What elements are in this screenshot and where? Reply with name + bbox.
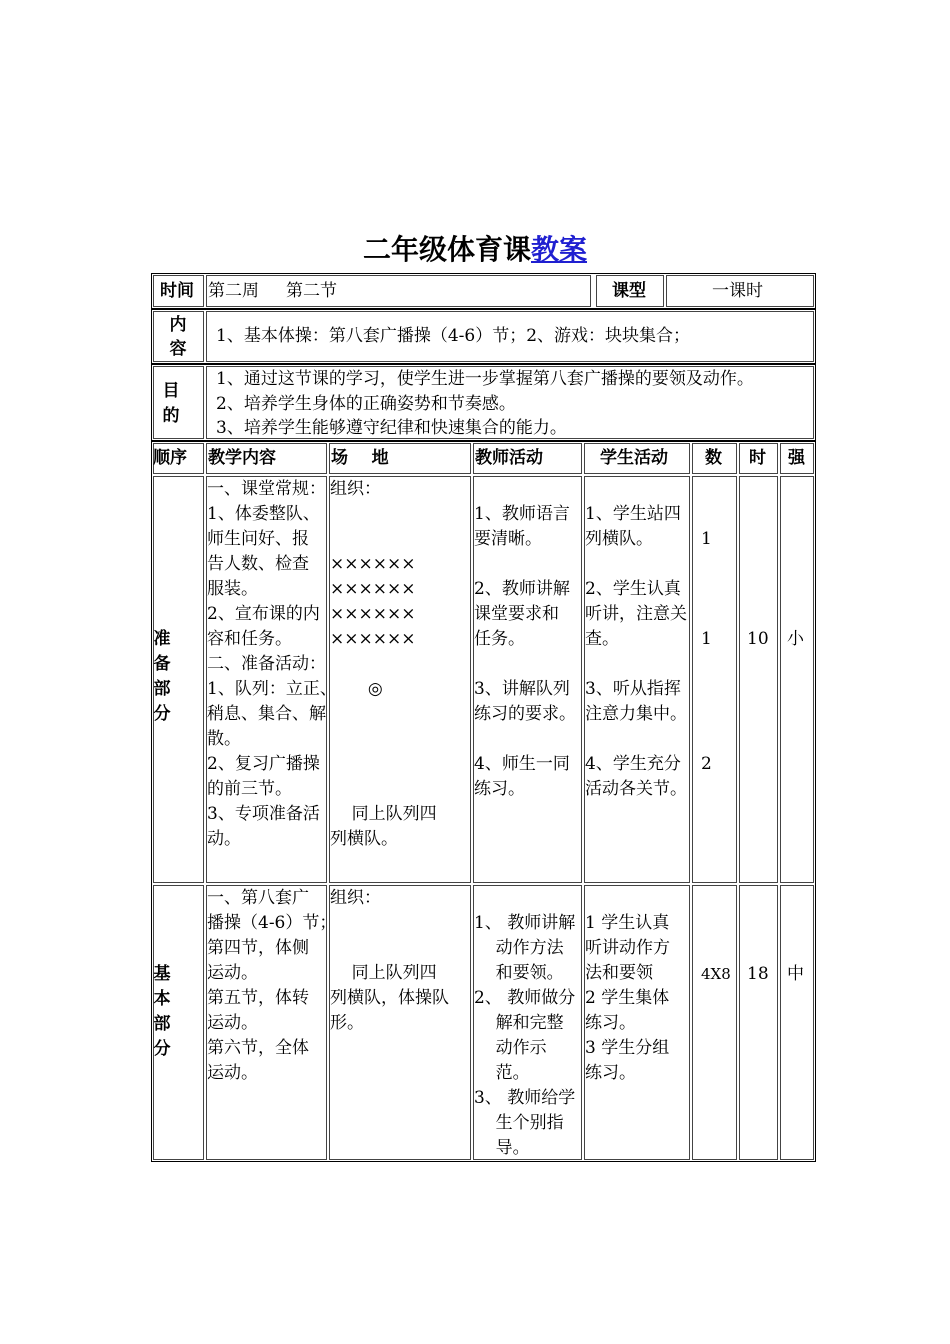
header-intensity: 强 (788, 448, 805, 468)
header-content: 教学内容 (208, 448, 276, 468)
basic-teacher-line: 解和完整 (474, 1013, 564, 1033)
type-label: 课型 (612, 281, 646, 301)
prep-content-line: 二、准备活动： (207, 654, 326, 674)
prep-field-line (330, 777, 470, 802)
prep-content-line: 的前三节。 (207, 779, 292, 799)
basic-count-cell (692, 885, 737, 1160)
basic-time: 18 (747, 964, 769, 984)
prep-field-line: ×××××× (330, 604, 416, 624)
goal-line-2: 2、培养学生身体的正确姿势和节奏感。 (216, 394, 516, 414)
prep-content-line: 告人数、检查 (207, 554, 309, 574)
prep-content-line: 散。 (207, 729, 241, 749)
header-order: 顺序 (153, 448, 187, 468)
basic-student (585, 886, 695, 1086)
prep-field-line: ×××××× (330, 629, 416, 649)
prep-teacher-line: 课堂要求和 (474, 604, 559, 624)
prep-count-line (701, 677, 731, 702)
basic-intensity-cell (780, 885, 814, 1160)
prep-content-line: 动。 (207, 829, 241, 849)
prep-content-line: 稍息、集合、解 (207, 704, 326, 724)
prep-student (585, 477, 695, 802)
basic-field-line: 列横队，体操队 (330, 988, 449, 1008)
goal-line-1: 1、通过这节课的学习，使学生进一步掌握第八套广播操的要领及动作。 (216, 369, 754, 389)
type-value: 一课时 (712, 281, 763, 301)
basic-field-line: 同上队列四 (330, 963, 437, 983)
basic-field-line: 形。 (330, 1013, 364, 1033)
prep-content-line: 师生问好、报 (207, 529, 309, 549)
prep-teacher-line: 练习的要求。 (474, 704, 576, 724)
prep-student-line: 注意力集中。 (585, 704, 687, 724)
prep-teacher-line (474, 727, 584, 752)
prep-field-line: ×××××× (330, 579, 416, 599)
basic-content-line: 第五节，体转 (207, 988, 309, 1008)
prep-teacher-line (474, 477, 584, 502)
title-text: 二年级体育课 (362, 233, 531, 266)
basic-student-line: 听讲动作方 (585, 938, 670, 958)
basic-teacher (474, 886, 584, 1161)
prep-content-line: 3、专项准备活 (207, 804, 320, 824)
prep-count-line (701, 702, 731, 727)
basic-time-cell (739, 885, 778, 1160)
prep-student-line: 4、学生充分 (585, 754, 681, 774)
prep-count (701, 477, 731, 777)
prep-teacher-line (474, 552, 584, 577)
basic-label-1: 基 (153, 964, 171, 984)
prep-field-line (330, 502, 470, 527)
basic-label-3: 部 (153, 1014, 171, 1034)
basic-teacher-line: 动作示 (474, 1038, 547, 1058)
prep-field-line (330, 527, 470, 552)
prep-time: 10 (747, 629, 769, 649)
prep-field-line: 同上队列四 (330, 804, 437, 824)
prep-field-line (330, 702, 470, 727)
prep-student-line: 列横队。 (585, 529, 653, 549)
prep-count-line (701, 502, 731, 527)
prep-content-line: 1、体委整队、 (207, 504, 320, 524)
basic-content-line: 运动。 (207, 1063, 258, 1083)
basic-field-line (330, 911, 470, 936)
prep-teacher-line: 任务。 (474, 629, 525, 649)
prep-field-line: ×××××× (330, 554, 416, 574)
header-teacher: 教师活动 (475, 448, 543, 468)
basic-student-line: 法和要领 (585, 963, 653, 983)
prep-field-line: ◎ (330, 679, 383, 699)
prep-count-line (701, 477, 731, 502)
content-label-2: 容 (169, 339, 187, 359)
basic-field (330, 886, 470, 1036)
prep-student-line (585, 727, 695, 752)
prep-student-line: 活动各关节。 (585, 779, 687, 799)
prep-teacher-line: 4、师生一同 (474, 754, 570, 774)
prep-content-line: 2、宣布课的内 (207, 604, 320, 624)
prep-label-3: 部 (153, 679, 171, 699)
prep-content-line: 一、课堂常规： (207, 479, 326, 499)
prep-intensity-cell (780, 476, 814, 883)
goal-line-3: 3、培养学生能够遵守纪律和快速集合的能力。 (216, 418, 567, 438)
basic-content-line: 播操（4-6）节； (207, 913, 337, 933)
basic-teacher-line: 动作方法 (474, 938, 564, 958)
prep-time-cell (739, 476, 778, 883)
prep-content-line: 1、队列：立正、 (207, 679, 337, 699)
prep-teacher-line: 1、教师语言 (474, 504, 570, 524)
prep-teacher-line: 要清晰。 (474, 529, 542, 549)
prep-student-line: 听讲，注意关 (585, 604, 687, 624)
basic-teacher-line: 2、 教师做分 (474, 988, 576, 1008)
header-field: 场 地 (331, 448, 389, 468)
prep-field-line (330, 727, 470, 752)
prep-content-line: 容和任务。 (207, 629, 292, 649)
prep-teacher (474, 477, 584, 802)
basic-field-line: 组织： (330, 888, 381, 908)
basic-teacher-line: 范。 (474, 1063, 530, 1083)
prep-content-line: 服装。 (207, 579, 258, 599)
basic-student-line: 练习。 (585, 1063, 636, 1083)
content-value: 1、基本体操：第八套广播操（4-6）节；2、游戏：块块集合； (216, 326, 691, 346)
content-label-1: 内 (169, 315, 187, 335)
basic-teacher-line: 生个别指 (474, 1113, 564, 1133)
basic-field-line (330, 936, 470, 961)
prep-field-line (330, 752, 470, 777)
prep-student-line: 1、学生站四 (585, 504, 681, 524)
prep-count-line (701, 552, 731, 577)
prep-label-1: 准 (153, 629, 171, 649)
basic-student-line (585, 886, 695, 911)
header-student: 学生活动 (600, 448, 668, 468)
prep-field-line (330, 652, 470, 677)
basic-content-line: 第四节，体侧 (207, 938, 309, 958)
basic-teacher-line: 3、 教师给学 (474, 1088, 576, 1108)
prep-count-line (701, 602, 731, 627)
basic-student-line: 2 学生集体 (585, 988, 670, 1008)
basic-count: 4X8 (701, 965, 731, 983)
prep-count-line: 1 (701, 529, 712, 549)
prep-teacher-line: 练习。 (474, 779, 525, 799)
header-time: 时 (749, 448, 766, 468)
prep-field (330, 477, 470, 852)
prep-label-2: 备 (153, 654, 171, 674)
basic-student-line: 1 学生认真 (585, 913, 670, 933)
basic-teacher-line: 和要领。 (474, 963, 564, 983)
prep-content (207, 477, 337, 852)
basic-content-line: 运动。 (207, 1013, 258, 1033)
time-value: 第二周 第二节 (208, 281, 338, 301)
basic-teacher-line: 1、 教师讲解 (474, 913, 576, 933)
prep-student-line (585, 652, 695, 677)
prep-intensity: 小 (787, 629, 804, 649)
prep-count-line: 2 (701, 754, 712, 774)
basic-content-line: 运动。 (207, 963, 258, 983)
prep-count-line: 1 (701, 629, 712, 649)
prep-field-line: 列横队。 (330, 829, 398, 849)
prep-field-line: 组织： (330, 479, 381, 499)
prep-student-line: 2、学生认真 (585, 579, 681, 599)
prep-student-line: 3、听从指挥 (585, 679, 681, 699)
prep-count-line (701, 727, 731, 752)
basic-student-line: 3 学生分组 (585, 1038, 670, 1058)
header-count: 数 (705, 448, 722, 468)
basic-teacher-line (474, 886, 584, 911)
goal-label-1: 目 (162, 381, 180, 401)
prep-content-line: 2、复习广播操 (207, 754, 320, 774)
goal-label-2: 的 (162, 406, 180, 426)
prep-label-4: 分 (153, 704, 171, 724)
time-label: 时间 (160, 281, 194, 301)
prep-teacher-line: 3、讲解队列 (474, 679, 570, 699)
prep-student-line: 查。 (585, 629, 619, 649)
prep-teacher-line (474, 652, 584, 677)
basic-label-4: 分 (153, 1039, 171, 1059)
basic-label-2: 本 (153, 989, 171, 1009)
prep-student-line (585, 552, 695, 577)
basic-student-line: 练习。 (585, 1013, 636, 1033)
title-link[interactable]: 教案 (531, 233, 588, 266)
prep-student-line (585, 477, 695, 502)
prep-count-line (701, 652, 731, 677)
prep-count-line (701, 577, 731, 602)
basic-content-line: 一、第八套广 (207, 888, 309, 908)
basic-intensity: 中 (787, 964, 804, 984)
basic-content (207, 886, 337, 1086)
basic-teacher-line: 导。 (474, 1138, 530, 1158)
document-title (0, 228, 950, 268)
basic-content-line: 第六节，全体 (207, 1038, 309, 1058)
prep-teacher-line: 2、教师讲解 (474, 579, 570, 599)
